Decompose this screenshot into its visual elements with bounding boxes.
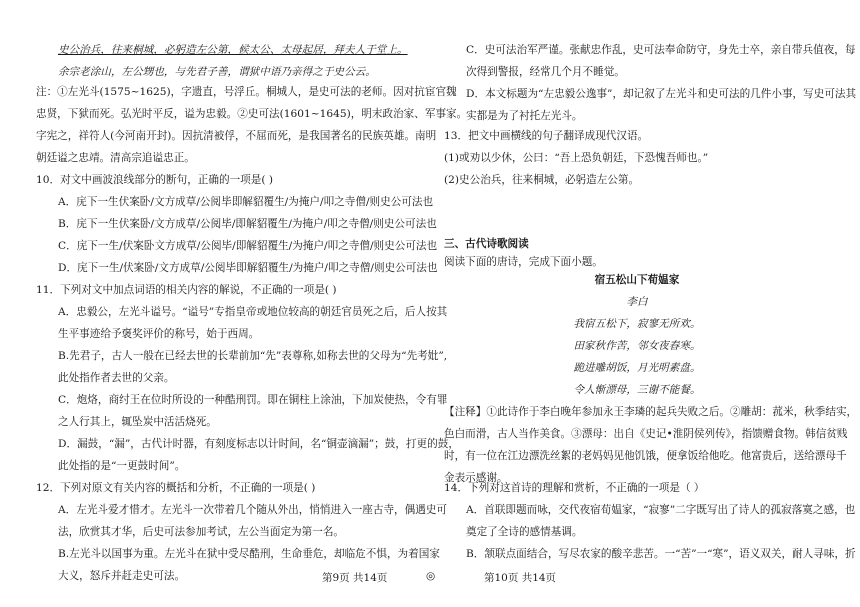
left-text-line: B.左光斗以国事为重。左光斗在狱中受尽酷刑，生命垂危，却临危不惧，为着国家 [58, 548, 440, 560]
right-text-line: (2)史公治兵，往来桐城，必躬造左公第。 [444, 174, 640, 186]
left-text-line: A．忠毅公，左光斗谥号。“谥号”专指皇帝或地位较高的朝廷官员死之后，后人按其 [58, 306, 448, 318]
left-text-line: B．庑下一生伏案卧/文方成草/公阅毕/即解貂覆生/为掩户/叩之寺僧/则史公可法也 [58, 218, 437, 230]
right-text-line: 实都是为了衬托左光斗。 [466, 110, 583, 122]
right-text-line: 跪进雕胡饭，月光明素盘。 [573, 362, 701, 374]
page-number-right: 第10页 共14页 [484, 572, 557, 584]
right-text-line: 次得到警报，经常几个月不睡觉。 [466, 66, 625, 78]
left-text-line: 注：①左光斗(1575~1625)，字遗直，号浮丘。桐城人，是史可法的老师。因对抗宦官魏 [36, 86, 457, 98]
right-text-line: A．首联即题而咏，交代夜宿荀媪家，“寂寥”二字既写出了诗人的孤寂落寞之感，也 [466, 504, 856, 516]
left-text-line: 字宪之，祥符人(今河南开封)。因抗清被俘，不屈而死，是我国著名的民族英雄。南明 [36, 130, 437, 142]
left-text-line: C．炮烙，商纣王在位时所设的一种酷刑罚。即在铜柱上涂油，下加炭使热，令有罪 [58, 394, 448, 406]
left-text-line: 此处指作者去世的父亲。 [58, 372, 175, 384]
left-text-line: 12．下列对原文有关内容的概括和分析，不正确的一项是( ) [36, 482, 316, 494]
right-text-line: 阅读下面的唐诗，完成下面小题。 [444, 256, 603, 268]
left-text-line: 之人行其上，辄坠炭中活活烧死。 [58, 416, 217, 428]
page-number-left: 第9页 共14页 [322, 572, 388, 584]
left-text-line: 法，欣赏其才华，后史可法参加考试，左公当面定为第一名。 [58, 526, 345, 538]
left-text-line: 史公治兵，往来桐城，必躬造左公第，候太公、太母起居，拜夫人于堂上。 [58, 44, 408, 56]
right-text-line: 14．下列对这首诗的理解和赏析，不正确的一项是（ ） [444, 482, 705, 494]
left-text-line: A．庑下一生伏案卧/文方成草/公阅毕即解貂覆生/为掩户/叩之寺僧/则史公可法也 [58, 196, 434, 208]
left-text-line: 此处指的是“一更鼓时间”。 [58, 460, 186, 472]
left-text-line: D．漏鼓，“漏”，古代计时器，有刻度标志以计时间，名“铜壶滴漏”；鼓，打更的鼓， [58, 438, 459, 450]
left-text-line: 11．下列对文中加点词语的相关内容的解说，不正确的一项是( ) [36, 284, 337, 296]
left-text-line: 生平事迹给予褒奖评价的称号，始于西周。 [58, 328, 260, 340]
left-text-line: 忠贤，下狱而死。弘光时平反，谥为忠毅。②史可法(1601~1645)，明末政治家、军事家。 [36, 108, 468, 120]
left-text-line: D．庑下一生/伏案卧/文方成草/公阅毕即解貂覆生/为掩户/叩之寺僧/则史公可法也 [58, 262, 438, 274]
right-text-line: 田家秋作苦，邻女夜舂寒。 [573, 340, 701, 352]
right-text-line: (1)或劝以少休，公曰：“吾上恐负朝廷，下恐愧吾师也。” [444, 152, 709, 164]
right-text-line: 色白而滑，古人当作美食。③漂母：出自《史记•淮阴侯列传》，指馈赠食物。韩信贫贱 [444, 428, 848, 440]
left-text-line: 10．对文中画波浪线部分的断句，正确的一项是( ) [36, 174, 273, 186]
right-text-line: 时，有一位在江边漂洗丝絮的老妈妈见他饥饿，便拿饭给他吃。他富贵后，送给漂母千 [444, 450, 847, 462]
left-text-line: C．庑下一生/伏案卧文方成草/公阅毕/即解貂覆生/为掩户/叩之寺僧/则史公可法也 [58, 240, 438, 252]
right-text-line: 13．把文中画横线的句子翻译成现代汉语。 [444, 130, 649, 142]
right-text-line: 李白 [626, 296, 648, 308]
right-text-line: C．史可法治军严谨。张献忠作乱，史可法奉命防守，身先士卒，亲自带兵值夜，每 [466, 44, 856, 56]
left-text-line: 朝廷谥之忠靖。清高宗追谥忠正。 [36, 152, 195, 164]
right-text-line: 令人惭漂母，三谢不能餐。 [573, 384, 701, 396]
left-text-line: 余宗老涂山，左公甥也，与先君子善，谓狱中语乃亲得之于史公云。 [58, 66, 376, 78]
right-text-line: 我宿五松下，寂寥无所欢。 [573, 318, 701, 330]
right-text-line: 三、古代诗歌阅读 [444, 238, 529, 250]
left-text-line: 大义，怒斥并赶走史可法。 [58, 570, 186, 582]
left-text-line: B.先君子，古人一般在已经去世的长辈前加“先”表尊称,如称去世的父母为“先考妣”, [58, 350, 448, 362]
right-text-line: 金表示感谢。 [444, 472, 508, 484]
right-text-line: B．颔联点面结合，写尽农家的酸辛悲苦。一“苦”一“寒”，语义双关，耐人寻味，折 [466, 548, 856, 560]
right-text-line: 【注释】①此诗作于李白晚年参加永王李璘的起兵失败之后。②雕胡：菰米，秋季结实， [444, 406, 858, 418]
right-text-line: D．本文标题为“左忠毅公逸事”，却记叙了左光斗和史可法的几件小事，写史可法其 [466, 88, 857, 100]
left-text-line: A．左光斗爱才惜才。左光斗一次带着几个随从外出，悄悄进入一座古寺，偶遇史可 [58, 504, 448, 516]
right-text-line: 奠定了全诗的感情基调。 [466, 526, 583, 538]
footer-logo: ◎ [426, 570, 436, 582]
right-text-line: 宿五松山下荀媪家 [594, 274, 680, 286]
